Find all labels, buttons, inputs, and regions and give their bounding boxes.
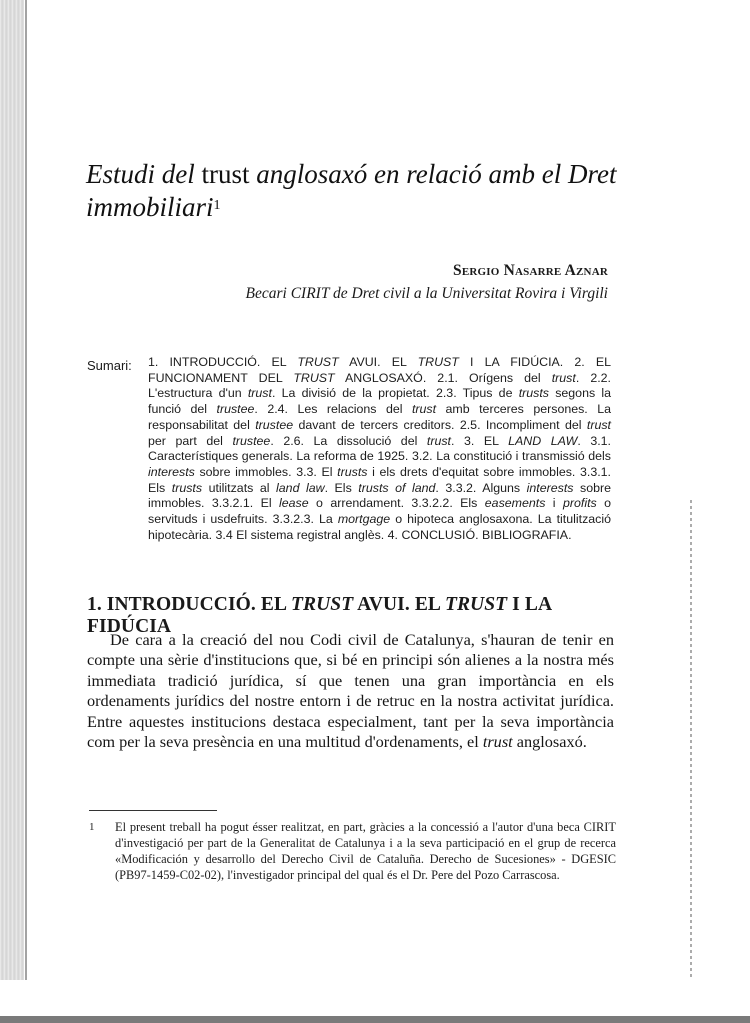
summary-segment: . 2.6. La dissolució del [270, 433, 427, 448]
summary-segment: per part del [148, 433, 233, 448]
summary-italic-term: trustee [216, 402, 255, 417]
summary-segment: sobre immobles. 3.3. El [194, 464, 338, 479]
summary-segment: o hipoteca anglosaxona. La titulització hipotecària. 3.4 El sistema registral anglès. 4. CONCLUSIÓ. BIBLIOGRAFIA. [148, 512, 611, 542]
scan-page-edge [690, 500, 692, 980]
article-title [86, 158, 646, 224]
summary-italic-term: interests [526, 480, 574, 495]
footnote-text: El present treball ha pogut ésser realitzat, en part, gràcies a la concessió a l'autor d'una beca CIRIT d'investigació per part de la Generalitat de Catalunya i a la seva participació en el grup de recerca «Modificación y desarrollo del Derecho Civil de Cataluña. Derecho de Sucesiones» - DGESIC (PB97-1459-C02-02), l'investigador principal del qual és el Dr. Pere del Pozo Carrascosa. [115, 820, 616, 882]
summary-italic-term: interests [148, 464, 195, 479]
author-name: Sergio Nasarre Aznar [453, 262, 608, 279]
summary-segment: davant de tercers creditors. 2.5. Incompliment del [293, 417, 587, 432]
heading-part: I LA FIDÚCIA [87, 594, 552, 637]
summary-segment: . 3.3.2. Alguns [435, 480, 527, 495]
summary-text [148, 355, 611, 543]
summary-segment: AVUI. EL [338, 355, 418, 369]
summary-segment: amb terceres persones. La responsabilitat del [148, 402, 611, 432]
summary-segment: 1. INTRODUCCIÓ. EL [148, 355, 298, 369]
paragraph-text-end: anglosaxó. [512, 732, 587, 752]
summary-italic-term: trusts [171, 480, 203, 495]
heading-trust-2: TRUST [444, 594, 508, 615]
summary-italic-term: lease [279, 496, 309, 511]
summary-segment: . 3. EL [451, 433, 509, 448]
summary-italic-term: trust [426, 433, 451, 448]
title-italic-part: Estudi del [86, 159, 195, 189]
summary-segment: o arrendament. 3.3.2.2. Els [308, 496, 485, 511]
summary-italic-term: trust [551, 370, 576, 385]
scan-binding-edge [0, 0, 24, 980]
summary-italic-term: trustee [255, 417, 294, 432]
summary-segment: i [545, 496, 563, 511]
summary-segment: ANGLOSAXÓ. 2.1. Orígens del [334, 370, 552, 385]
summary-segment: . Els [324, 480, 359, 495]
summary-segment: . 3.1. Característiques generals. La reforma de 1925. 3.2. La constitució i transmissió dels [148, 433, 611, 464]
summary-segment: . La divisió de la propietat. 2.3. Tipus de [271, 386, 519, 401]
summary-segment: o servituds i usdefruits. 3.3.2.3. La [148, 496, 612, 527]
summary-italic-term: trust [411, 402, 437, 417]
title-roman-part: trust [194, 159, 257, 189]
summary-italic-term: trust [586, 417, 612, 432]
summary-italic-term: TRUST [417, 355, 459, 369]
author-affiliation: Becari CIRIT de Dret civil a la Universitat Rovira i Virgili [245, 285, 608, 302]
footnote-separator [89, 810, 217, 811]
summary-segment: utilitzats al [202, 480, 277, 495]
summary-segment: sobre immobles. 3.3.2.1. El [148, 480, 611, 511]
summary-segment: . 2.4. Les relacions del [254, 402, 412, 417]
scan-bottom-border [0, 1016, 750, 1023]
heading-part: 1. INTRODUCCIÓ. EL [87, 594, 291, 615]
summary-italic-term: TRUST [293, 370, 335, 385]
title-footnote-ref[interactable]: 1 [213, 198, 221, 213]
summary-segment: i els drets d'equitat sobre immobles. 3.3.1. Els [148, 464, 611, 495]
summary-italic-term: trusts of land [358, 480, 436, 495]
title-italic-part-2: anglosaxó en relació amb el Dret immobiliari [86, 159, 617, 222]
summary-segment: I LA FIDÚCIA. 2. EL FUNCIONAMENT DEL [148, 355, 612, 385]
paragraph-text: De cara a la creació del nou Codi civil de Catalunya, s'hauran de tenir en compte una sèrie d'institucions que, si bé en principi són alienes a la nostra més immediata tradició jurídica, sí que tenen una gran importància en els ordenaments jurídics del nostre entorn i de retruc en la nostra activitat jurídica. Entre aquestes institucions destaca especialment, tant per la seva importància com per la seva presència en una multitud d'ordenaments, el [87, 630, 614, 752]
footnote [89, 820, 616, 884]
heading-part: AVUI. EL [353, 594, 445, 615]
summary-segment: segons la funció del [148, 386, 612, 417]
heading-trust-1: TRUST [290, 594, 354, 615]
summary-italic-term: profits [562, 496, 597, 511]
summary-italic-term: trusts [337, 464, 368, 479]
summary-label: Sumari: [87, 358, 132, 373]
summary-italic-term: TRUST [297, 355, 339, 369]
summary-italic-term: easements [484, 496, 546, 511]
summary-italic-term: trust [247, 386, 272, 401]
summary-italic-term: LAND LAW [508, 433, 578, 448]
paragraph-trust: trust [482, 732, 513, 752]
body-paragraph [87, 630, 614, 752]
summary-italic-term: mortgage [337, 512, 391, 527]
summary-italic-term: land law [276, 480, 325, 495]
summary-italic-term: trustee [232, 433, 271, 448]
footnote-mark: 1 [89, 821, 95, 833]
summary-italic-term: trusts [518, 386, 549, 401]
summary-segment: . 2.2. L'estructura d'un [148, 370, 611, 401]
